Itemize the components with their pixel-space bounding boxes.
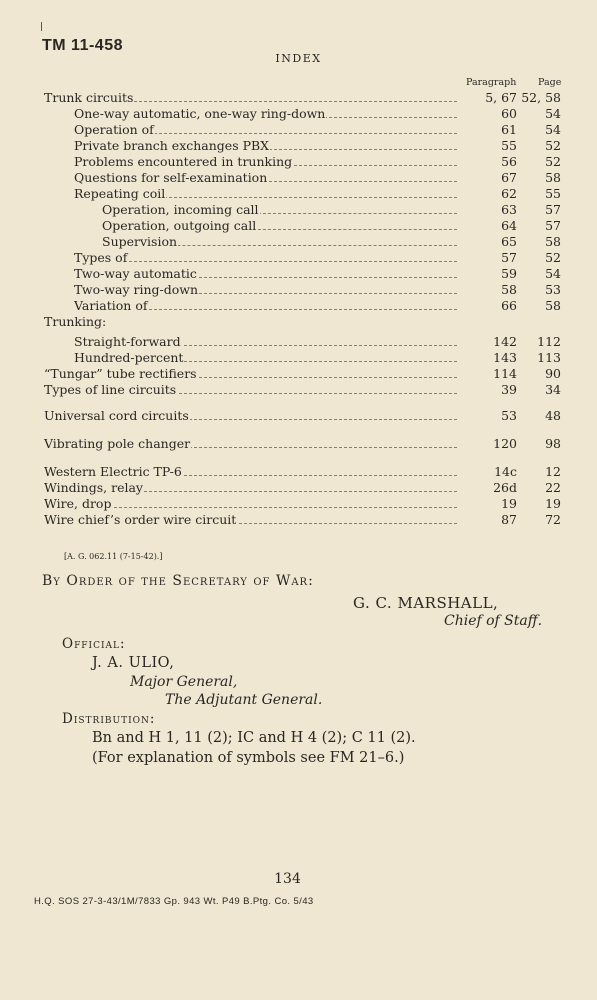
entry-paragraph: 5, 67 (485, 90, 517, 105)
entry-label-text: Private branch exchanges PBX (74, 138, 270, 153)
entry-page: 72 (545, 512, 561, 527)
index-entry (0, 106, 597, 122)
entry-paragraph: 59 (501, 266, 517, 281)
page-number: 134 (274, 871, 301, 887)
entry-label (74, 266, 457, 282)
index-entry (0, 90, 597, 106)
entry-label (44, 408, 457, 424)
entry-label-text: One-way automatic, one-way ring-down (74, 106, 326, 121)
entry-label (44, 496, 457, 512)
entry-paragraph: 62 (501, 186, 517, 201)
entry-page: 57 (545, 218, 561, 233)
entry-label-text: Variation of (74, 298, 148, 313)
distribution-line-2: (For explanation of symbols see FM 21–6.) (92, 750, 405, 766)
entry-label (74, 170, 457, 186)
entry-label-text: Two-way ring-down (74, 282, 199, 297)
entry-page: 53 (545, 282, 561, 297)
column-header-paragraph: Paragraph (466, 77, 517, 88)
entry-page: 54 (545, 266, 561, 281)
index-entry (0, 154, 597, 170)
entry-page: 57 (545, 202, 561, 217)
entry-label (74, 154, 457, 170)
entry-label-text: Operation, outgoing call (102, 218, 257, 233)
entry-paragraph: 143 (493, 350, 517, 365)
index-entry (0, 138, 597, 154)
entry-paragraph: 67 (501, 170, 517, 185)
entry-label (44, 464, 457, 480)
entry-paragraph: 56 (501, 154, 517, 169)
entry-label-text: Wire, drop (44, 496, 112, 511)
index-entry (0, 496, 597, 512)
entry-label (74, 122, 457, 138)
index-entry (0, 122, 597, 138)
entry-label-text: Questions for self-examination (74, 170, 268, 185)
index-entry (0, 314, 597, 330)
entry-page: 113 (537, 350, 561, 365)
entry-label-text: Operation of (74, 122, 154, 137)
official-label: Official: (62, 636, 126, 652)
entry-page: 54 (545, 106, 561, 121)
entry-label (74, 106, 457, 122)
section-title: INDEX (275, 52, 322, 65)
index-entry (0, 480, 597, 496)
entry-label (74, 334, 457, 350)
index-entry (0, 282, 597, 298)
entry-page: 55 (545, 186, 561, 201)
distribution-line-1: Bn and H 1, 11 (2); IC and H 4 (2); C 11 (2). (92, 730, 416, 746)
entry-label (74, 186, 457, 202)
entry-paragraph: 61 (501, 122, 517, 137)
entry-label-text: Repeating coil (74, 186, 166, 201)
file-code: [A. G. 062.11 (7-15-42).] (64, 552, 163, 561)
index-entry (0, 464, 597, 480)
index-entry (0, 436, 597, 452)
official-title: The Adjutant General. (165, 692, 323, 708)
index-entry (0, 202, 597, 218)
entry-page: 52 (545, 250, 561, 265)
entry-label-text: Operation, incoming call (102, 202, 259, 217)
distribution-label: Distribution: (62, 711, 156, 727)
entry-label (74, 138, 457, 154)
entry-paragraph: 87 (501, 512, 517, 527)
entry-label-text: “Tungar” tube rectifiers (44, 366, 197, 381)
entry-label (102, 234, 457, 250)
entry-paragraph: 63 (501, 202, 517, 217)
entry-page: 52 (545, 154, 561, 169)
signer-title: Chief of Staff. (444, 613, 543, 629)
ink-mark (41, 22, 42, 31)
entry-page: 58 (545, 298, 561, 313)
index-entry (0, 170, 597, 186)
entry-paragraph: 19 (501, 496, 517, 511)
entry-page: 52 (545, 138, 561, 153)
signer-name: G. C. MARSHALL, (353, 594, 499, 612)
entry-label (74, 350, 457, 366)
index-entry (0, 408, 597, 424)
entry-label-text: Windings, relay (44, 480, 143, 495)
entry-paragraph: 14c (494, 464, 517, 479)
entry-paragraph: 53 (501, 408, 517, 423)
entry-paragraph: 60 (501, 106, 517, 121)
entry-label (44, 90, 457, 106)
column-header-page: Page (538, 77, 562, 88)
entry-label-text: Hundred-percent (74, 350, 184, 365)
entry-page: 58 (545, 234, 561, 249)
index-entry (0, 186, 597, 202)
index-entry (0, 250, 597, 266)
index-entry (0, 350, 597, 366)
entry-page: 90 (545, 366, 561, 381)
index-entry (0, 298, 597, 314)
entry-paragraph: 65 (501, 234, 517, 249)
entry-label-text: Types of line circuits (44, 382, 177, 397)
entry-paragraph: 57 (501, 250, 517, 265)
entry-page: 48 (545, 408, 561, 423)
index-entry (0, 334, 597, 350)
entry-paragraph: 58 (501, 282, 517, 297)
entry-paragraph: 66 (501, 298, 517, 313)
entry-paragraph: 120 (493, 436, 517, 451)
entry-paragraph: 142 (493, 334, 517, 349)
entry-label-text: Types of (74, 250, 128, 265)
entry-page: 52, 58 (521, 90, 561, 105)
entry-paragraph: 114 (493, 366, 517, 381)
entry-page: 112 (537, 334, 561, 349)
entry-label (44, 366, 457, 382)
entry-label (102, 202, 457, 218)
entry-page: 34 (545, 382, 561, 397)
printer-imprint: H.Q. SOS 27-3-43/1M/7833 Gp. 943 Wt. P49 B.Ptg. Co. 5/43 (34, 896, 314, 907)
index-entry (0, 382, 597, 398)
tm-number: TM 11-458 (42, 37, 123, 54)
index-entry (0, 218, 597, 234)
index-entry (0, 234, 597, 250)
entry-page: 12 (545, 464, 561, 479)
entry-label (44, 436, 457, 452)
entry-label (74, 250, 457, 266)
entry-paragraph: 55 (501, 138, 517, 153)
entry-label-text: Wire chief’s order wire circuit (44, 512, 237, 527)
entry-paragraph: 64 (501, 218, 517, 233)
entry-label-text: Straight-forward (74, 334, 181, 349)
entry-label-text: Supervision (102, 234, 178, 249)
entry-paragraph: 39 (501, 382, 517, 397)
order-line: By Order of the Secretary of War: (42, 573, 314, 589)
entry-label (102, 218, 457, 234)
entry-page: 58 (545, 170, 561, 185)
entry-label-text: Problems encountered in trunking (74, 154, 293, 169)
entry-label (74, 298, 457, 314)
entry-page: 19 (545, 496, 561, 511)
entry-page: 54 (545, 122, 561, 137)
entry-label-text: Universal cord circuits (44, 408, 189, 423)
entry-label (44, 314, 457, 330)
entry-label-text: Trunk circuits (44, 90, 134, 105)
entry-label-text: Western Electric TP-6 (44, 464, 182, 479)
entry-label (44, 382, 457, 398)
entry-label-text: Trunking: (44, 314, 107, 329)
entry-label-text: Vibrating pole changer (44, 436, 191, 451)
official-name: J. A. ULIO, (92, 655, 175, 671)
entry-label (44, 480, 457, 496)
index-entry (0, 366, 597, 382)
entry-label (44, 512, 457, 528)
entry-page: 22 (545, 480, 561, 495)
official-rank: Major General, (130, 674, 238, 690)
index-entry (0, 266, 597, 282)
entry-page: 98 (545, 436, 561, 451)
entry-paragraph: 26d (493, 480, 517, 495)
index-entry (0, 512, 597, 528)
entry-label-text: Two-way automatic (74, 266, 197, 281)
entry-label (74, 282, 457, 298)
